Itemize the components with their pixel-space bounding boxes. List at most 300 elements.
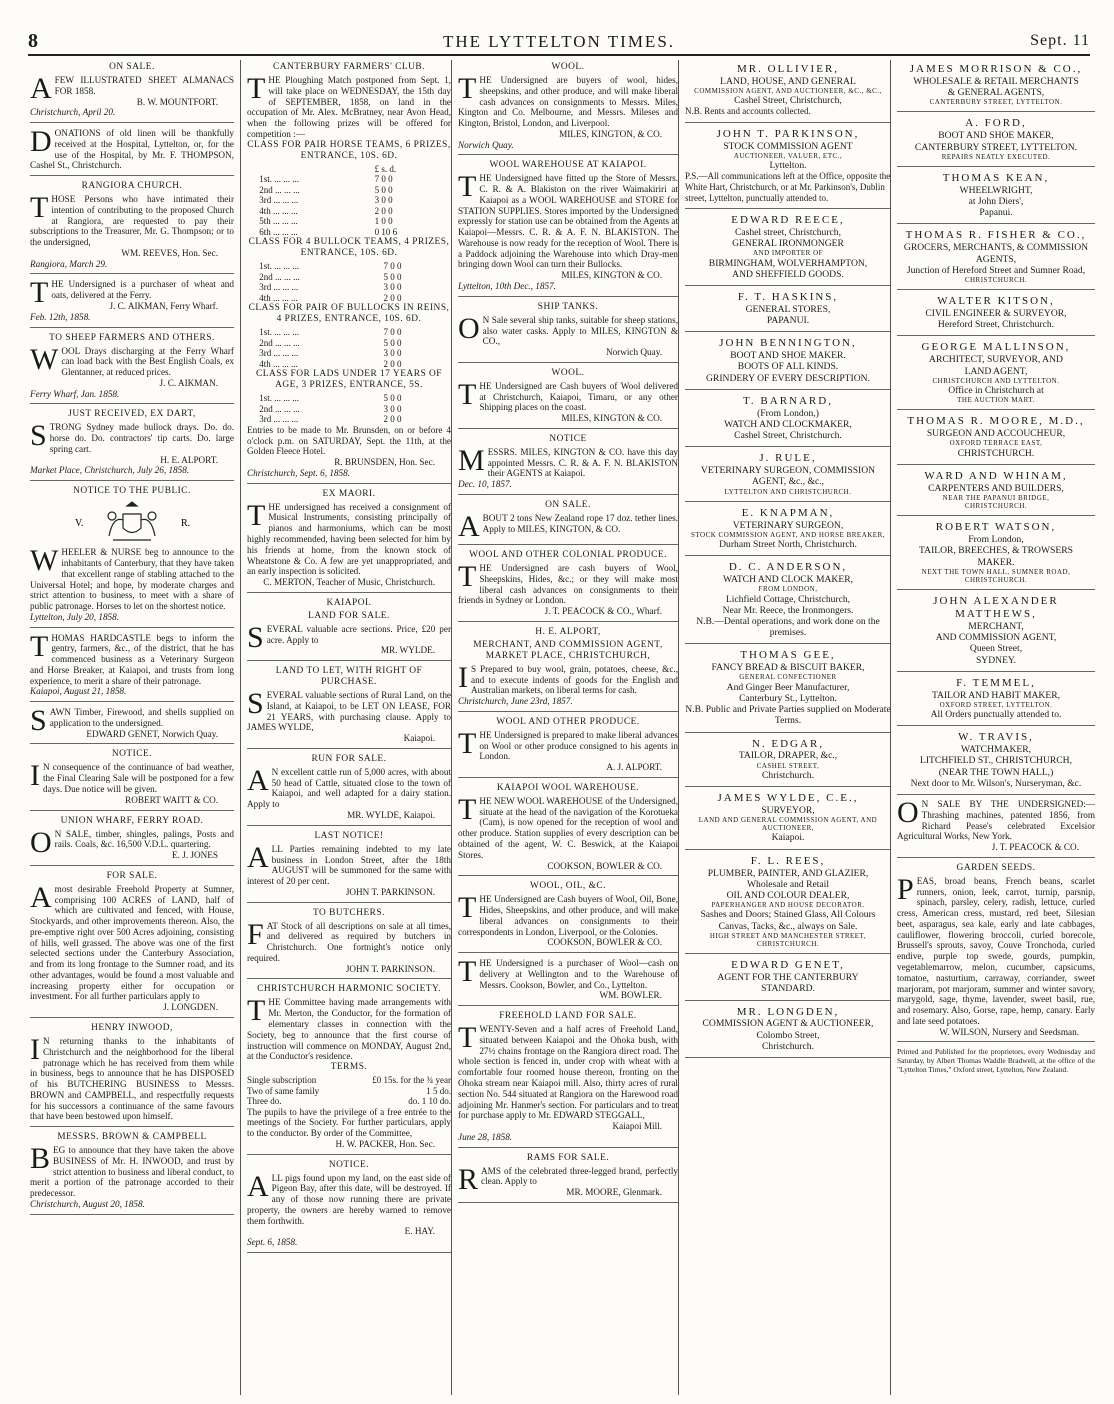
advertisement [247,982,451,1154]
column-1 [30,60,234,1395]
ad-text: LL Parties remaining indebted to my late business in London Street, after the 18th AUGUST will be summoned for the same with interest of 20 per cent. [247,843,451,887]
advertisement [30,1021,234,1127]
drop-cap: M [458,443,485,477]
prize-place: 3rd ... ... ... [259,282,299,293]
card-line: AGENT, &c., &c., [751,476,825,488]
ad-signature: R. BRUNSDEN, Hon. Sec. [334,457,435,468]
card-name: N. EDGAR, [751,737,825,750]
prize-row [259,327,439,338]
ad-signature: C. MERTON, Teacher of Music, Christchurch. [263,577,435,588]
drop-cap: T [458,1021,477,1055]
ad-heading: WOOL. [551,62,585,72]
advertisement [30,60,234,123]
prize-place: 1st. ... ... ... [259,261,299,272]
card-line: GENERAL IRONMONGER [732,238,844,250]
prize-place: 6th ... ... ... [259,226,298,237]
prize-row [259,185,439,196]
ad-signature: MR. MOORE, Glenmark. [566,1187,662,1198]
prize-place: 5th ... ... ... [259,216,298,227]
prize-table [259,327,439,369]
drop-cap: W [30,342,59,376]
drop-cap: T [247,498,266,532]
ad-body [30,759,234,794]
card-small-line: CANTERBURY STREET, LYTTELTON. [929,98,1063,107]
drop-cap: S [30,705,47,738]
prize-place: 1st. ... ... ... [259,174,299,185]
card-line: Papanui. [979,207,1013,219]
prize-row [259,216,439,227]
prize-row [259,348,439,359]
card-name: JOHN BENNINGTON, [719,337,857,350]
prize-amount: 1 0 0 [374,216,393,227]
advertisement [458,498,678,545]
ad-body [458,377,678,413]
drop-cap: T [458,792,477,826]
ad-signature: JOHN T. PARKINSON. [345,963,435,974]
card-name: A. FORD, [965,117,1027,130]
business-card [685,789,891,850]
card-small-line: COMMISSION AGENT, AND AUCTIONEER, &C., &C., [694,87,882,96]
prize-unit-row [259,164,439,175]
ad-heading: FOR SALE. [106,870,158,881]
ad-date: Market Place, Christchurch, July 26, 1858. [30,465,190,476]
prize-amount: 3 0 0 [383,403,402,414]
ad-signature: COOKSON, BOWLER & CO. [547,860,662,871]
card-line: TAILOR, BREECHES, & TROWSERS [919,545,1073,557]
ad-body [247,763,451,810]
prize-amount: 5 0 0 [383,393,402,404]
card-line: GENERAL STORES, [745,303,831,315]
business-card [897,114,1095,166]
card-line: Durham Street North, Christchurch. [719,539,857,551]
ad-body [897,799,1095,842]
advertisement [247,487,451,593]
card-small-line: FROM LONDON, [758,585,818,594]
business-card [897,60,1095,112]
ad-text: S Prepared to buy wool, grain, potatoes, cheese, &c., and to execute indents of goods for the English and Australian markets, on liberal terms for cash. [471,663,678,696]
header-rule [28,54,1090,56]
ad-body [247,840,451,887]
card-line: CHRISTCHURCH. [957,447,1035,459]
ad-heading: NOTICE TO THE PUBLIC. [73,486,191,497]
ad-text: most desirable Freehold Property at Sumner, comprising 100 ACRES of LAND, half of which are cultivated and fenced, with House, Stockyards, and other improvements thereon. Also, the pre-emptive right over 500 Acres adjoining, consisting of hills, well grassed. The above was one of the first selected sections under the Canterbury Association, and from its long frontage to the Sumner road, and its other advantages, would be found a most valuable and increasing property either for occupation or investment. For all further particulars apply to [30,883,234,1002]
ad-footer-text: Entries to be made to Mr. Brunsden, on or before 4 o'clock p.m. on SATURDAY, Sept. the 11th, at the Golden Fleece Hotel. [247,424,451,457]
prize-table [259,393,439,425]
prize-place [259,164,374,175]
advertisement [30,484,234,627]
card-line: WATCH AND CLOCK MAKER, [722,574,854,586]
advertisement [247,906,451,980]
prize-amount: 3 0 0 [383,282,402,293]
issue-date: Sept. 11 [1030,32,1090,49]
prize-row [259,338,439,349]
card-line: GRINDERY OF EVERY DESCRIPTION. [706,372,870,384]
drop-cap: R [458,1162,479,1196]
card-line: Sashes and Doors; Stained Glass, All Colours [700,909,876,921]
ad-body [458,170,678,270]
advertisement [897,797,1095,858]
ad-signature: H. W. PACKER, Hon. Sec. [335,1138,435,1149]
prize-row [259,195,439,206]
card-small-line: AUCTIONEER, VALUER, ETC., [733,152,843,161]
prize-row [259,293,439,304]
drop-cap: T [458,956,477,989]
card-line: Kaiapoi. [771,832,805,844]
terms-label: Single subscription [247,1075,317,1086]
advertisement [30,814,234,866]
terms-row [247,1086,451,1097]
ad-subheading: LAND FOR SALE. [308,610,390,621]
business-card [685,956,891,1000]
advertisement [458,548,678,622]
advertisement [30,1130,234,1215]
ad-heading: KAIAPOI WOOL WAREHOUSE. [496,782,640,793]
ad-body [458,72,678,129]
ad-text: HE Undersigned are Cash buyers of Wool delivered at Christchurch, Kaiapoi, Timaru, or any other Shipping places on the coast. [479,380,678,413]
prize-place: 2nd ... ... ... [259,337,300,348]
advertisement [30,331,234,405]
advertisement [458,158,678,296]
ad-text: ESSRS. MILES, KINGTON & CO. have this day appointed Messrs. C. R. & A. F. N. BLAKISTON their AGENTS at Kaiapoi. [487,446,678,479]
prize-class-title: CLASS FOR PAIR OF BULLOCKS IN REINS, 4 PRIZES, ENTRANCE, 10S. 6D. [248,303,450,325]
column-2 [240,60,451,1395]
card-name: F. TEMMEL, [956,676,1036,689]
ad-signature: Kaiapoi. [403,733,435,744]
card-line: WHEELWRIGHT, [959,184,1033,196]
ad-date: Sept. 6, 1858. [247,1237,298,1248]
drop-cap: I [30,759,40,793]
card-name: ROBERT WATSON, [935,521,1057,534]
card-small-line: NEXT THE TOWN HALL, SUMNER ROAD, [921,567,1071,576]
card-small-line: LYTTELTON AND CHRISTCHURCH. [724,487,852,496]
ad-body [30,191,234,248]
drop-cap: T [458,72,477,105]
ad-heading: RAMS FOR SALE. [526,1152,610,1163]
ad-text: N excellent cattle run of 5,000 acres, with about 50 head of Cattle, situated close to the town of Kaiapoi, and well adapted for a dairy station. Apply to [247,766,451,810]
prize-row [259,282,439,293]
prize-place: 3rd ... ... ... [259,195,299,206]
prize-row [259,174,439,185]
ad-heading: RANGIORA CHURCH. [81,181,183,192]
drop-cap: T [458,559,477,593]
ad-signature: J. C. AIKMAN, Ferry Wharf. [109,301,218,312]
drop-cap: P [897,872,914,906]
prize-class-title: CLASS FOR LADS UNDER 17 YEARS OF AGE, 3 PRIZES, ENTRANCE, 5S. [256,369,442,391]
advertisement [458,1151,678,1203]
prize-place: 2nd ... ... ... [259,271,300,282]
prize-amount: 3 0 0 [374,195,393,206]
card-note: P.S.—All communications left at the Office, opposite the White Hart, Christchurch, or at Mr. Parkinson's, Dublin street, Lyttelton, punctually attended to. [685,171,891,203]
drop-cap: S [247,687,264,721]
advertisement [897,861,1095,1042]
ad-date: Feb. 12th, 1858. [30,311,91,322]
business-card [685,334,891,390]
ad-heading: NOTICE. [328,1159,370,1170]
drop-cap: W [30,544,59,578]
ad-body [30,630,234,687]
card-line: AGENT FOR THE CANTERBURY [717,972,859,984]
business-card [897,728,1095,795]
ad-heading: MESSRS. BROWN & CAMPBELL [57,1132,207,1143]
advertisement [458,60,678,155]
ad-date: Dec. 10, 1857. [458,479,512,490]
card-line: BOOTS OF ALL KINDS. [737,361,839,373]
ad-date: Christchurch, Sept. 6, 1858. [247,467,351,478]
ad-text: EVERAL valuable acre sections. Price, £20 per acre. Apply to [266,623,451,645]
prize-amount: 2 0 0 [374,205,393,216]
advertisement [30,126,234,176]
ad-date: Rangiora, March 29. [30,258,108,269]
business-card [897,169,1095,225]
page-header [28,30,1090,52]
ad-signature: MILES, KINGTON & CO. [561,270,662,281]
card-name: WALTER KITSON, [937,295,1055,308]
ad-signature: EDWARD GENET, Norwich Quay. [86,728,218,739]
ad-heading: WOOL AND OTHER COLONIAL PRODUCE. [469,549,667,560]
card-line: TAILOR AND HABIT MAKER, [931,689,1061,701]
ad-text: HE Undersigned is prepared to make liberal advances on Wool or other produce consigned to his agents in London. [479,729,678,762]
ad-heading: H. E. ALPORT, [535,626,601,637]
ad-signature: Norwich Quay. [605,347,662,358]
ad-heading: HENRY INWOOD, [91,1023,173,1033]
drop-cap: T [30,277,49,310]
prize-amount: 7 0 0 [383,261,402,272]
drop-cap: T [247,72,266,105]
card-line: (From London,) [757,407,819,419]
terms-heading: TERMS. [330,1062,368,1073]
card-small-line: OXFORD TERRACE EAST, [949,439,1043,448]
prize-place: 2nd ... ... ... [259,184,300,195]
ad-date: Lyttelton, 10th Dec., 1857. [458,281,556,292]
ad-text: N SALE BY THE UNDERSIGNED:— Thrashing machines, patented 1856, from Richard Pease's celebrated Excelsior Agricultural Works, New York. [897,799,1095,842]
ad-body [458,958,678,990]
card-line: CANTERBURY STREET, LYTTELTON. [914,141,1078,153]
ad-heading: EX MAORI. [322,488,376,499]
card-name: EDWARD GENET, [731,959,845,972]
business-card [897,338,1095,410]
ad-body [247,1169,451,1227]
advertisement [30,631,234,703]
prize-row [259,393,439,404]
card-line: And Ginger Beer Manufacturer, [726,681,850,693]
ad-text: OOL Drays discharging at the Ferry Wharf can load back with the Best English Coals, ex Glentanner, at reduced prices. [61,345,234,378]
business-card [685,60,891,123]
ad-date: Christchurch, June 23rd, 1857. [458,696,573,707]
ad-body [30,419,234,454]
card-line: Junction of Hereford Street and Sumner Road, [906,264,1086,276]
advertisement [247,596,451,661]
drop-cap: B [30,1142,51,1176]
card-line: Queen Street, [969,643,1023,655]
business-card [897,674,1095,726]
terms-amount: £0 15s. for the ¾ year [372,1075,451,1086]
ad-body [30,342,234,378]
prize-row [259,404,439,415]
card-line: CARPENTERS AND BUILDERS, [928,482,1064,494]
advertisement [247,829,451,903]
farmers-club-notice [247,60,451,484]
card-line: VETERINARY SURGEON, [732,519,844,531]
card-line: Near Mr. Reece, the Ironmongers. [722,604,854,616]
ad-body [30,1033,234,1122]
advertisement [458,300,678,363]
card-line: COMMISSION AGENT & AUCTIONEER, [702,1018,874,1030]
ad-date: Kaiapoi, August 21, 1858. [30,686,127,697]
card-name: EDWARD REECE, [731,214,845,227]
prize-amount: 3 0 0 [383,348,402,359]
ad-signature: J. T. PEACOCK & CO. [991,842,1079,853]
ad-body [458,559,678,606]
prize-place: 3rd ... ... ... [259,348,299,359]
card-line: AND SHEFFIELD GOODS. [732,268,844,280]
advertisement [458,625,678,712]
card-small-line: PAPERHANGER AND HOUSE DECORATOR. [711,901,865,910]
ad-signature: E. HAY. [404,1226,435,1237]
advertisement [30,705,234,744]
drop-cap: S [30,419,47,453]
drop-cap: T [458,891,477,925]
business-card [685,449,891,501]
ad-heading: WOOL, OIL, &C. [530,881,606,892]
business-card [897,592,1095,672]
business-card [685,852,891,955]
drop-cap: F [247,917,264,951]
ad-text: HEELER & NURSE beg to announce to the inhabitants of Canterbury, that they have taken that excellent range of stabling attached to the Universal Hotel; and hope, by moderate charges and strict attention to business, to meet with a share of public patronage. Horses to let on the shortest notice. [30,547,234,612]
ad-signature: W. WILSON, Nursery and Seedsman. [939,1026,1079,1037]
ad-text: N returning thanks to the inhabitants of Christchurch and the neighborhood for the liberal patronage which he has received from them while in business, begs to announce that he has DISPOSED of his BUTCHERING BUSINESS to Messrs. BROWN and CAMPBELL, and respectfully requests for his successors a continuance of the same favours that have been bestowed upon himself. [30,1036,234,1122]
ad-heading: TO BUTCHERS. [313,907,385,918]
terms-amount: do. 1 10 do. [408,1096,451,1107]
ad-body [247,917,451,964]
drop-cap: T [458,726,477,760]
ad-body [247,498,451,577]
card-small-line: CHRISTCHURCH. [964,576,1028,585]
card-name: GEORGE MALLINSON, [921,341,1071,354]
card-name: JOHN T. PARKINSON, [716,128,860,140]
ad-text: HE NEW WOOL WAREHOUSE of the Undersigned, situate at the head of the navigation of the Korotueka (Cam), is now opened for the reception of wool and other produce. Station supplies of every description can be obtained of the agent, W. C. Beswick, at the Kaiapoi Stores. [458,795,678,860]
card-small-line: CHRISTCHURCH. [964,276,1028,284]
crest-letter-right: R. [181,518,191,530]
drop-cap: A [247,763,269,797]
drop-cap: O [458,311,480,345]
ad-signature: JOHN T. PARKINSON. [345,886,435,897]
card-name: WARD AND WHINAM, [924,469,1068,482]
card-line: Christchurch. [762,1040,814,1052]
prize-row [259,359,439,370]
card-line: Canterbury St., Lyttelton. [739,692,837,704]
card-name: JAMES MORRISON & CO., [909,63,1083,75]
terms-label: Three do. [247,1096,282,1107]
terms-row [247,1096,451,1107]
card-line: N.B. Public and Private Parties supplied on Moderate Terms. [685,704,891,727]
card-line: PLUMBER, PAINTER, AND GLAZIER, [707,867,869,879]
ad-signature: MILES, KINGTON, & CO. [559,128,662,139]
ad-text: N Sale several ship tanks, suitable for sheep stations, also water casks. Apply to MILES, KINGTON & CO., [482,314,678,347]
prize-amount: 5 0 0 [374,184,393,195]
card-line: LITCHFIELD ST., CHRISTCHURCH, [920,755,1072,767]
card-name: W. TRAVIS, [958,731,1034,744]
card-line: Lyttelton. [769,160,807,172]
terms-row [247,1075,451,1086]
card-line: VETERINARY SURGEON, COMMISSION [700,465,876,477]
prize-place: 2nd ... ... ... [259,403,300,414]
drop-cap: O [30,825,52,859]
ad-heading: NOTICE [549,433,587,444]
ad-heading: FREEHOLD LAND FOR SALE. [499,1011,637,1022]
drop-cap: O [897,797,919,830]
prize-place: 3rd ... ... ... [259,414,299,425]
ad-signature: A. J. ALPORT. [606,762,662,773]
advertisement [30,407,234,481]
card-line: From London, [968,534,1024,546]
ad-text: FEW ILLUSTRATED SHEET ALMANACS FOR 1858. [54,75,234,96]
ad-heading: RUN FOR SALE. [311,753,387,764]
business-card [685,125,891,209]
business-card [685,1003,891,1059]
prize-place: 1st. ... ... ... [259,393,299,404]
card-name: F. L. REES, [750,854,826,867]
ad-text: HOSE Persons who have intimated their intention of contributing to the proposed Church at Rangiora, are requested to pay their subscriptions to the Treasurer, Mr. G. Thompson; or to the undersigned, [30,194,234,248]
column-3 [451,60,678,1395]
ad-text: HE Undersigned are Cash buyers of Wool, Oil, Bone, Hides, Sheepskins, and other produce, and will make liberal advances on consignments to their correspondents in London, Liverpool, or the Colonies. [458,894,678,937]
column-5-ads [897,797,1095,1042]
ad-text: LL pigs found upon my land, on the east side of Pigeon Bay, after this date, will be destroyed. If any of those now running there are private property, the owners are hereby warned to remove them forthwith. [247,1172,451,1226]
card-name: JOHN ALEXANDER MATTHEWS, [933,595,1059,621]
ad-date: Lyttelton, July 20, 1858. [30,611,120,622]
card-line: Cashel Street, Christchurch. [734,430,842,442]
prize-place: 4th ... ... ... [259,292,298,303]
terms-amount: 1 5 do. [426,1085,451,1096]
card-small-line: LAND AND GENERAL COMMISSION AGENT, AND AUCTIONEER, [698,816,878,833]
card-line: All Orders punctually attended to. [930,709,1062,721]
card-line: Colombo Street, [756,1029,820,1041]
card-line: Cashel street, Christchurch, [734,226,842,238]
card-line: STANDARD. [761,983,815,995]
prize-table [259,164,439,238]
ad-text: HE Undersigned is a purchaser of wheat and oats, delivered at the Ferry. [51,279,234,301]
ad-heading: NOTICE. [111,749,153,760]
ad-signature: Kaiapoi Mill. [612,1121,662,1132]
page-number: 8 [28,30,38,52]
card-name: F. T. HASKINS, [737,290,839,303]
ad-heading: WOOL WAREHOUSE AT KAIAPOI. [489,160,647,171]
printer-imprint: Printed and Published for the proprietors, every Wednesday and Saturday, by Albert Thomas Waddle Bradwell, at the office of the "Lyttelton Times," Oxford street, Lyttelton, New Zealand. [897,1047,1095,1074]
prize-unit: £ s. d. [374,163,397,174]
ad-text: EG to announce that they have taken the above BUSINESS of Mr. H. INWOOD, and trust by strict attention to business and liberal conduct, to merit a portion of the patronage accorded to their predecessor. [30,1145,234,1199]
card-name: JAMES WYLDE, C.E., [717,792,859,805]
prize-amount: 0 10 6 [374,226,398,237]
card-small-line: REPAIRS NEATLY EXECUTED. [941,152,1051,161]
advertisement [458,879,678,953]
ad-date: Ferry Wharf, Jan. 1858. [30,388,120,399]
business-card [685,392,891,448]
card-line: Lichfield Cottage, Christchurch, [725,593,851,605]
card-line: BOOT AND SHOE MAKER. [730,350,846,362]
ad-text: EVERAL valuable sections of Rural Land, on the Island, at Kaiapoi, to be LET ON LEASE, FOR 21 YEARS, with purchasing clause. Apply to JAMES WYLDE, [247,690,451,733]
ad-heading: LAND TO LET, WITH RIGHT OF PURCHASE. [275,666,423,688]
card-line: CIVIL ENGINEER & SURVEYOR, [925,308,1067,320]
card-name: THOMAS R. MOORE, M.D., [907,415,1085,428]
drop-cap: A [30,72,52,105]
ad-text: WENTY-Seven and a half acres of Freehold Land, situated between Kaiapoi and the Ohoka bush, with 27½ chains frontage on the Rangiora direct road. The whole section is fenced in, under crop with wheat with a comfortable four roomed house thereon, fronting on the Ohoka stream near Kaiapoi mill. Also, thirty acres of rural section No. 544 situated at Rangiora on the Harewood road adjoining Mr. Hanmer's section. For particulars and to treat for purchase apply to Mr. EDWARD STEGGALL, [458,1024,678,1121]
ad-date: Norwich Quay. [458,139,514,150]
card-small-line: THE AUCTION MART. [957,396,1035,405]
advertisement [458,366,678,429]
drop-cap: I [30,1033,40,1066]
advertisement [458,1009,678,1147]
column-2-ads [247,487,451,1253]
ad-body-continued: The pupils to have the privilege of a free entrée to the meetings of the Society. For further particulars, apply to the conductor. By order of the Committee, [247,1106,451,1139]
